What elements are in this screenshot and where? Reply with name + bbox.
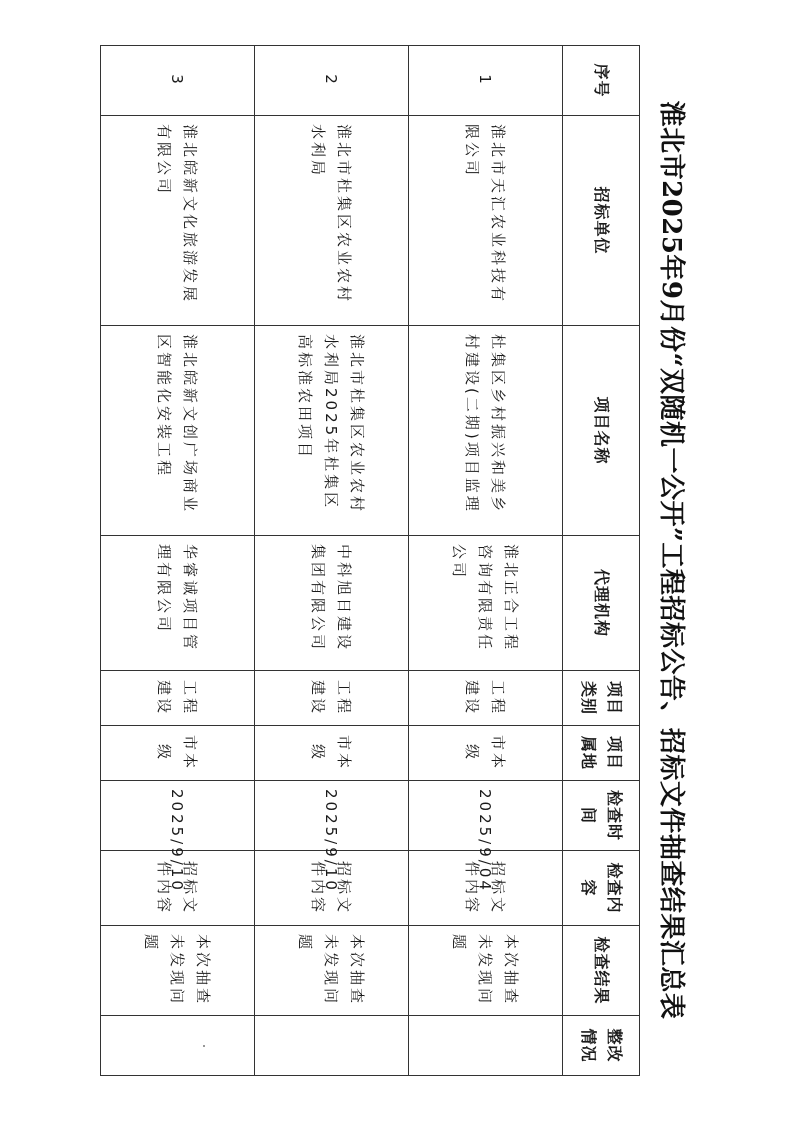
cell-location: 市本级: [409, 726, 563, 781]
cell-location: 市本级: [255, 726, 409, 781]
cell-project: 杜集区乡村振兴和美乡村建设(二期)项目监理: [409, 326, 563, 536]
cell-bidder: 淮北市杜集区农业农村水利局: [255, 116, 409, 326]
document-title: 淮北市2025年9月份“双随机一公开”工程招标公告、招标文件抽查结果汇总表: [656, 100, 686, 1020]
header-category: 项目类别: [563, 671, 640, 726]
cell-project: 淮北皖新文创广场商业区智能化安装工程: [101, 326, 255, 536]
cell-category: 工程建设: [409, 671, 563, 726]
rotated-document-page: [100, 45, 686, 1075]
header-check-result: 检查结果: [563, 926, 640, 1016]
cell-bidder: 淮北市天汇农业科技有限公司: [409, 116, 563, 326]
cell-check-content: 招标文件内容: [409, 851, 563, 926]
cell-bidder: 淮北皖新文化旅游发展有限公司: [101, 116, 255, 326]
header-agency: 代理机构: [563, 536, 640, 671]
cell-agency: 淮北正合工程咨询有限责任公司: [409, 536, 563, 671]
cell-check-content: 招标文件内容: [255, 851, 409, 926]
header-project: 项目名称: [563, 326, 640, 536]
scan-speck: [203, 1045, 205, 1047]
cell-check-content: 招标文件内容: [101, 851, 255, 926]
table-row: [255, 46, 409, 1076]
header-check-content: 检查内容: [563, 851, 640, 926]
cell-rectification: [101, 1016, 255, 1076]
cell-check-time: 2025/9/04: [409, 781, 563, 851]
inspection-results-table: [100, 45, 640, 1076]
cell-rectification: [255, 1016, 409, 1076]
cell-seq: 3: [101, 46, 255, 116]
cell-category: 工程建设: [255, 671, 409, 726]
header-location: 项目属地: [563, 726, 640, 781]
cell-seq: 1: [409, 46, 563, 116]
cell-agency: 华睿诚项目管理有限公司: [101, 536, 255, 671]
cell-category: 工程建设: [101, 671, 255, 726]
cell-check-result: 本次抽查未发现问题: [409, 926, 563, 1016]
cell-check-time: 2025/9/10: [101, 781, 255, 851]
cell-agency: 中科旭日建设集团有限公司: [255, 536, 409, 671]
header-check-time: 检查时间: [563, 781, 640, 851]
header-bidder: 招标单位: [563, 116, 640, 326]
table-header-row: [563, 46, 640, 1076]
table-row: [409, 46, 563, 1076]
cell-check-result: 本次抽查未发现问题: [255, 926, 409, 1016]
header-rectification: 整改情况: [563, 1016, 640, 1076]
cell-seq: 2: [255, 46, 409, 116]
cell-check-result: 本次抽查未发现问题: [101, 926, 255, 1016]
table-row: [101, 46, 255, 1076]
cell-project: 淮北市杜集区农业农村水利局2025年杜集区高标准农田项目: [255, 326, 409, 536]
cell-rectification: [409, 1016, 563, 1076]
cell-location: 市本级: [101, 726, 255, 781]
header-seq: 序号: [563, 46, 640, 116]
cell-check-time: 2025/9/10: [255, 781, 409, 851]
